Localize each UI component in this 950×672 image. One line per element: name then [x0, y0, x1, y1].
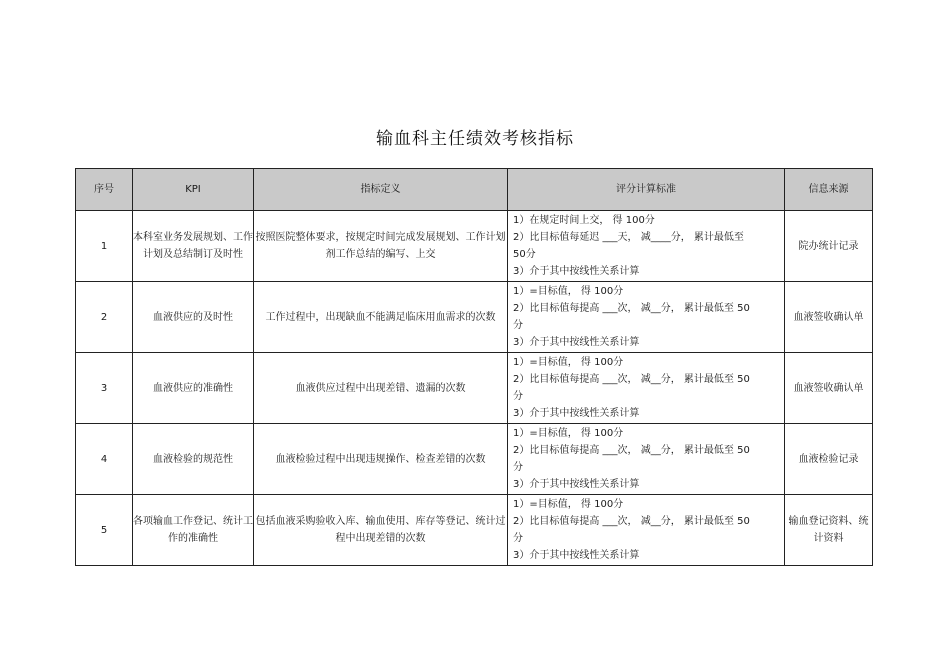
row-source: 输血登记资料、统计资料: [785, 495, 873, 566]
table-row: [76, 211, 873, 282]
criteria-line: 分: [513, 320, 523, 331]
row-no: 2: [76, 282, 133, 353]
header-definition: 指标定义: [254, 169, 508, 211]
header-criteria: 评分计算标准: [508, 169, 785, 211]
row-kpi: 本科室业务发展规划、工作计划及总结制订及时性: [133, 211, 254, 282]
row-definition: 包括血液采购验收入库、输血使用、库存等登记、统计过程中出现差错的次数: [254, 495, 508, 566]
criteria-line: 分: [513, 391, 523, 402]
row-source: 血液检验记录: [785, 424, 873, 495]
row-criteria: [508, 353, 785, 424]
row-definition: 血液供应过程中出现差错、遗漏的次数: [254, 353, 508, 424]
row-definition: 工作过程中，出现缺血不能满足临床用血需求的次数: [254, 282, 508, 353]
table-row: [76, 282, 873, 353]
row-kpi: 血液供应的准确性: [133, 353, 254, 424]
table-row: [76, 495, 873, 566]
row-criteria: [508, 424, 785, 495]
row-definition: 按照医院整体要求，按规定时间完成发展规划、工作计划剂工作总结的编写、上交: [254, 211, 508, 282]
kpi-table: [75, 168, 873, 566]
row-no: 5: [76, 495, 133, 566]
row-definition: 血液检验过程中出现违规操作、检查差错的次数: [254, 424, 508, 495]
criteria-line: 1）在规定时间上交， 得 100分: [513, 215, 655, 226]
row-kpi: 各项输血工作登记、统计工作的准确性: [133, 495, 254, 566]
criteria-line: 1）=目标值， 得 100分: [513, 286, 624, 297]
criteria-line: 2）比目标值每提高 ___次， 减__分， 累计最低至 50: [513, 374, 750, 385]
row-criteria: [508, 211, 785, 282]
row-no: 4: [76, 424, 133, 495]
criteria-line: 3）介于其中按线性关系计算: [513, 266, 640, 277]
criteria-line: 2）比目标值每提高 ___次， 减__分， 累计最低至 50: [513, 445, 750, 456]
row-source: 院办统计记录: [785, 211, 873, 282]
header-kpi: KPI: [133, 169, 254, 211]
criteria-line: 1）=目标值， 得 100分: [513, 428, 624, 439]
row-criteria: [508, 282, 785, 353]
criteria-line: 3）介于其中按线性关系计算: [513, 550, 640, 561]
row-criteria: [508, 495, 785, 566]
criteria-line: 1）=目标值， 得 100分: [513, 499, 624, 510]
criteria-line: 3）介于其中按线性关系计算: [513, 479, 640, 490]
table-row: [76, 424, 873, 495]
criteria-line: 2）比目标值每提高 ___次， 减__分， 累计最低至 50: [513, 516, 750, 527]
document-title: 输血科主任绩效考核指标: [376, 129, 574, 149]
header-no: 序号: [76, 169, 133, 211]
header-source: 信息来源: [785, 169, 873, 211]
row-source: 血液签收确认单: [785, 353, 873, 424]
criteria-line: 3）介于其中按线性关系计算: [513, 337, 640, 348]
criteria-line: 1）=目标值， 得 100分: [513, 357, 624, 368]
row-kpi: 血液检验的规范性: [133, 424, 254, 495]
table-row: [76, 353, 873, 424]
row-no: 1: [76, 211, 133, 282]
row-source: 血液签收确认单: [785, 282, 873, 353]
row-no: 3: [76, 353, 133, 424]
criteria-line: 分: [513, 533, 523, 544]
criteria-line: 3）介于其中按线性关系计算: [513, 408, 640, 419]
row-kpi: 血液供应的及时性: [133, 282, 254, 353]
criteria-line: 50分: [513, 249, 536, 260]
criteria-line: 分: [513, 462, 523, 473]
criteria-line: 2）比目标值每提高 ___次， 减__分， 累计最低至 50: [513, 303, 750, 314]
table-header-row: [76, 169, 873, 211]
criteria-line: 2）比目标值每延迟 ___天， 减____分， 累计最低至: [513, 232, 744, 243]
